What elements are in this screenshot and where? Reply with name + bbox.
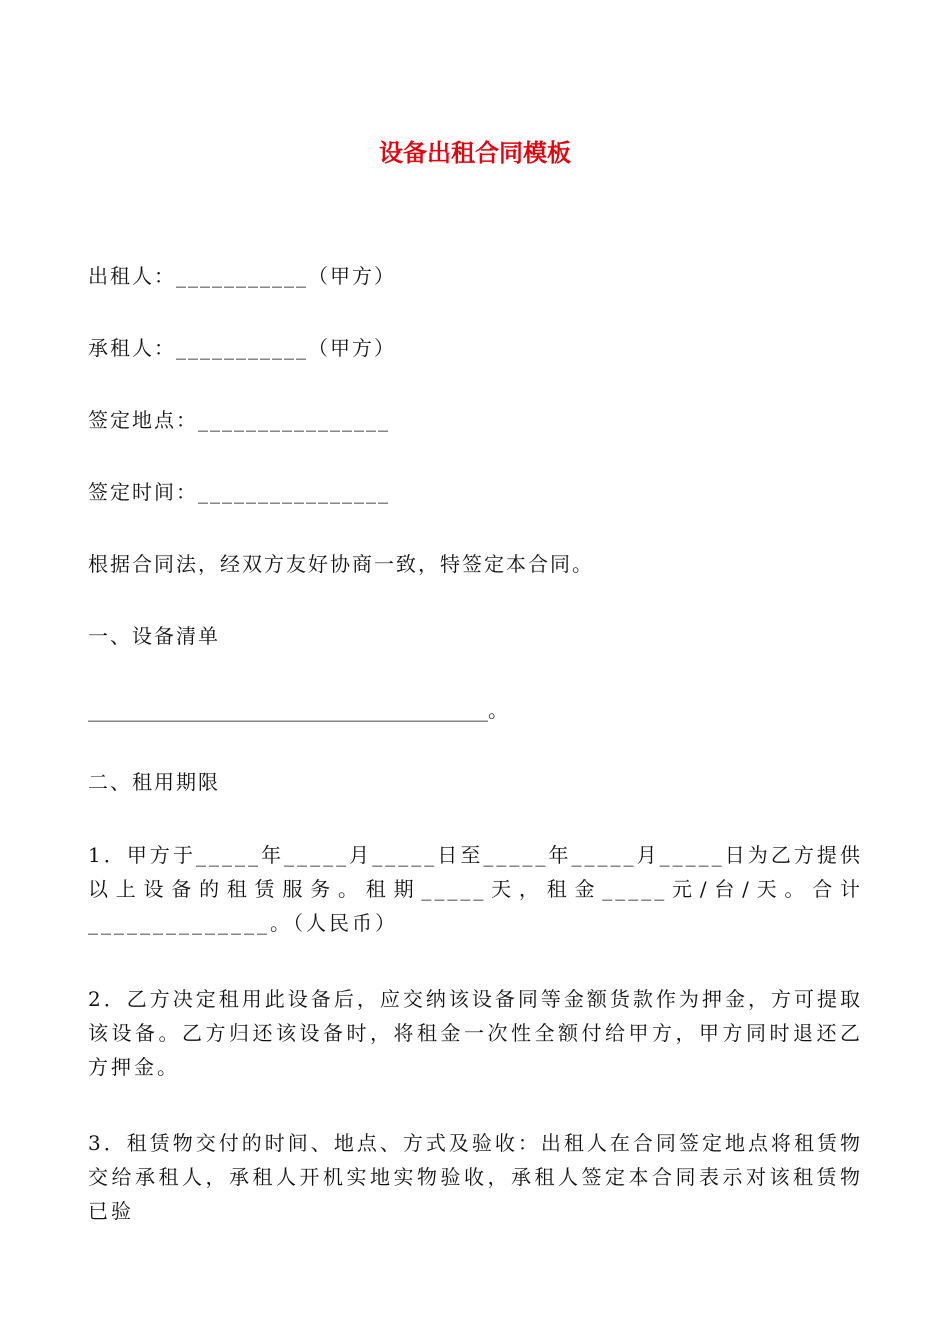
section-1-heading: 一、设备清单: [88, 624, 220, 648]
clause-2: 2．乙方决定租用此设备后，应交纳该设备同等金额货款作为押金，方可提取该设备。乙方归还该设备时，将租金一次性全额付给甲方，甲方同时退还乙方押金。: [88, 987, 863, 1079]
clause-1: 1．甲方于_____年_____月_____日至_____年_____月_____日为乙方提供以上设备的租赁服务。租期_____天，租金_____元/台/天。合计______________。（人民币）: [88, 843, 863, 935]
document-title: 设备出租合同模板: [379, 139, 571, 167]
intro-paragraph: 根据合同法，经双方友好协商一致，特签定本合同。: [88, 552, 594, 576]
section-2-heading: 二、租用期限: [88, 770, 220, 794]
lessee-field: 承租人：___________（甲方）: [88, 336, 396, 360]
equipment-list-blank: ________________________________________。: [88, 698, 508, 722]
lessor-field: 出租人：___________（甲方）: [88, 264, 396, 288]
clause-3: 3．租赁物交付的时间、地点、方式及验收：出租人在合同签定地点将租赁物交给承租人，承租人开机实地实物验收，承租人签定本合同表示对该租赁物已验: [88, 1131, 863, 1223]
sign-place-field: 签定地点：________________: [88, 408, 390, 432]
sign-time-field: 签定时间：________________: [88, 480, 390, 504]
